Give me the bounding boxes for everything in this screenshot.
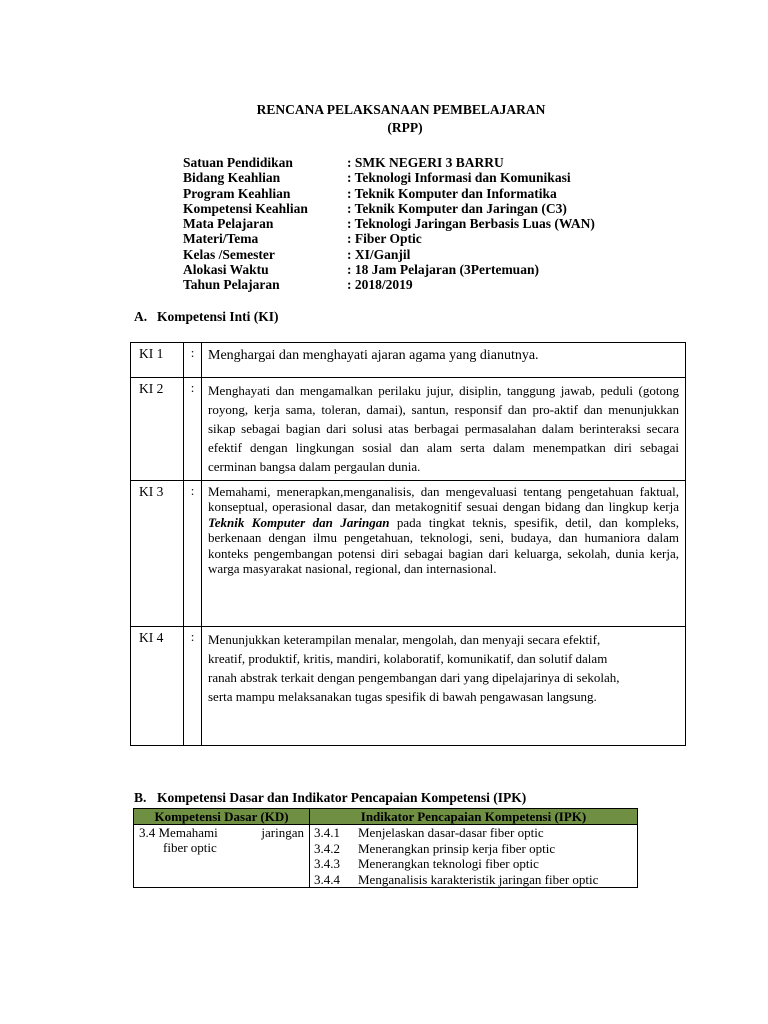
identity-row <box>183 216 595 231</box>
section-a-heading <box>134 309 279 325</box>
section-title: Kompetensi Inti (KI) <box>157 309 279 324</box>
identity-row <box>183 277 595 292</box>
identity-value: : XI/Ganjil <box>347 246 411 262</box>
identity-value: : Fiber Optic <box>347 231 422 247</box>
identity-row <box>183 186 595 201</box>
table-row <box>131 627 686 746</box>
table-row <box>131 343 686 378</box>
kd-line <box>139 825 304 840</box>
ipk-number: 3.4.3 <box>314 856 340 871</box>
identity-value: : SMK NEGERI 3 BARRU <box>347 155 504 170</box>
ki-colon: : <box>184 343 202 378</box>
ki-line: kreatif, produktif, kritis, mandiri, kolaboratif, komunikatif, dan solutif dalam <box>208 651 608 666</box>
identity-row <box>183 231 595 246</box>
identity-value: : Teknologi Jaringan Berbasis Luas (WAN) <box>347 216 595 232</box>
section-letter: A. <box>134 309 148 324</box>
identity-label: Bidang Keahlian <box>183 170 281 186</box>
ipk-cell <box>310 825 638 888</box>
section-letter: B. <box>134 790 147 805</box>
table-header-row <box>134 809 638 825</box>
identity-label: Tahun Pelajaran <box>183 277 280 293</box>
ki-text-part: Memahami, menerapkan,menganalisis, dan mengevaluasi tentang pengetahuan faktual, konseptual, operasional dasar, dan metakognitif sesuai dengan bidang dan lingkup kerja <box>208 484 679 515</box>
ki-code: KI 4 <box>131 627 184 746</box>
identity-label: Kompetensi Keahlian <box>183 200 308 216</box>
ipk-text: Menganalisis karakteristik jaringan fiber optic <box>358 871 599 887</box>
identity-value: : Teknik Komputer dan Jaringan (C3) <box>347 200 567 216</box>
ki-line: Menunjukkan keterampilan menalar, mengolah, dan menyaji secara efektif, <box>208 632 601 647</box>
ki-table <box>130 342 686 746</box>
ipk-text: Menerangkan prinsip kerja fiber optic <box>358 840 556 856</box>
column-header: Indikator Pencapaian Kompetensi (IPK) <box>310 809 638 825</box>
identity-value: : 2018/2019 <box>347 277 413 293</box>
table-row <box>131 378 686 481</box>
ipk-number: 3.4.2 <box>314 840 340 856</box>
ki-line: ranah abstrak terkait dengan pengembangan dari yang dipelajarinya di sekolah, <box>208 670 620 685</box>
table-row <box>134 825 638 888</box>
ki-text-part: pada tingkat teknis, spesifik, detil, dan kompleks, berkenaan dengan ilmu pengetahuan, teknologi, seni, budaya, dan humaniora dalam konteks pengembangan potensi diri sebagai bagian dari keluarga, sekolah, dunia kerja, warga masyarakat nasional, regional, dan internasional. <box>208 514 679 577</box>
ki-text-emphasis: Teknik Komputer dan Jaringan <box>208 514 390 530</box>
identity-value: : Teknik Komputer dan Informatika <box>347 185 557 201</box>
identity-row <box>183 155 595 170</box>
list-item <box>314 841 633 857</box>
ki-code: KI 3 <box>131 481 184 627</box>
identity-block <box>183 155 595 293</box>
kd-number-word <box>139 825 218 840</box>
ipk-text: Menjelaskan dasar-dasar fiber optic <box>358 825 544 840</box>
ipk-list <box>310 825 637 887</box>
list-item <box>314 872 633 888</box>
column-header: Kompetensi Dasar (KD) <box>134 809 310 825</box>
identity-label: Satuan Pendidikan <box>183 155 293 170</box>
ki-description: Menghayati dan mengamalkan perilaku jujur, disiplin, tanggung jawab, peduli (gotong royong, kerja sama, toleran, damai), santun, responsif dan pro-aktif dan menunjukkan sikap sebagai bagian dari solusi atas berbagai permasalahan dalam berinteraksi secara efektif dengan lingkungan sosial dan alam serta dalam menempatkan diri sebagai cerminan bangsa dalam pergaulan dunia. <box>202 378 686 481</box>
kd-word: jaringan <box>261 825 304 840</box>
identity-row <box>183 201 595 216</box>
list-item <box>314 856 633 872</box>
ki-colon: : <box>184 481 202 627</box>
identity-row <box>183 170 595 185</box>
ki-colon: : <box>184 627 202 746</box>
kd-ipk-table <box>133 808 638 888</box>
section-b-heading <box>134 790 526 806</box>
kd-text <box>134 825 309 855</box>
identity-value: : Teknologi Informasi dan Komunikasi <box>347 170 571 186</box>
identity-value: : 18 Jam Pelajaran (3Pertemuan) <box>347 262 539 278</box>
table-row <box>131 481 686 627</box>
identity-label: Materi/Tema <box>183 231 259 247</box>
kd-cell <box>134 825 310 888</box>
ki-description <box>202 481 686 627</box>
ki-code: KI 2 <box>131 378 184 481</box>
identity-label: Program Keahlian <box>183 185 291 201</box>
list-item <box>314 825 633 841</box>
ki-description: Menghargai dan menghayati ajaran agama yang dianutnya. <box>202 343 686 378</box>
identity-label: Mata Pelajaran <box>183 216 274 232</box>
section-title: Kompetensi Dasar dan Indikator Pencapaian Kompetensi (IPK) <box>157 790 527 805</box>
identity-row <box>183 247 595 262</box>
kd-number: 3.4 <box>139 825 156 840</box>
ki-colon: : <box>184 378 202 481</box>
ki-code: KI 1 <box>131 343 184 378</box>
ipk-number: 3.4.1 <box>314 825 340 840</box>
ipk-text: Menerangkan teknologi fiber optic <box>358 856 539 871</box>
document-subtitle: (RPP) <box>387 120 423 135</box>
ipk-number: 3.4.4 <box>314 871 340 887</box>
identity-label: Kelas /Semester <box>183 246 275 262</box>
identity-label: Alokasi Waktu <box>183 262 269 278</box>
ki-description <box>202 627 686 746</box>
document-title: RENCANA PELAKSANAAN PEMBELAJARAN <box>256 102 546 117</box>
kd-line: fiber optic <box>163 840 217 855</box>
kd-word: Memahami <box>158 825 218 840</box>
identity-row <box>183 262 595 277</box>
ki-line: serta mampu melaksanakan tugas spesifik di bawah pengawasan langsung. <box>208 689 597 704</box>
